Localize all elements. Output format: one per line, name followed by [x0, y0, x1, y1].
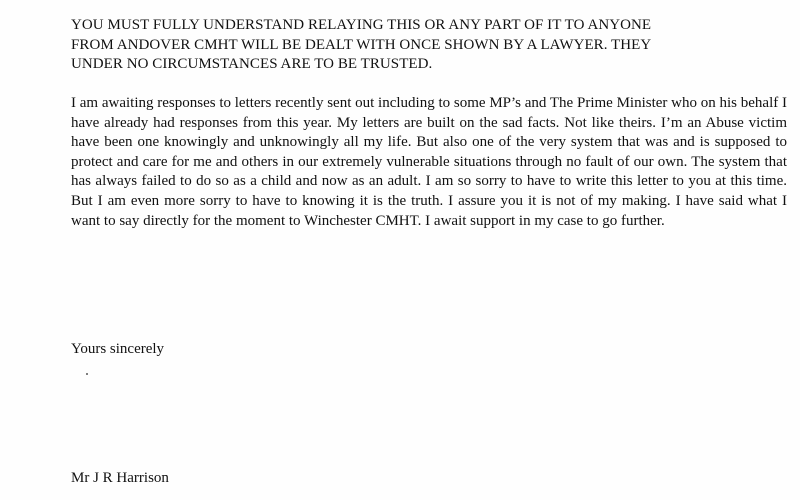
- warning-line: YOU MUST FULLY UNDERSTAND RELAYING THIS OR ANY PART OF IT TO ANYONE: [71, 17, 652, 33]
- closing-salutation: Yours sincerely: [71, 341, 165, 357]
- warning-paragraph: [71, 16, 771, 75]
- letter-body-paragraph: I am awaiting responses to letters recently sent out including to some MP’s and The Prime Minister who on his behalf I have already had responses from this year. My letters are built on the sad facts. Not like theirs. I’m an Abuse victim have been one knowingly and unknowingly all my life. But also one of the very system that was and is supposed to protect and care for me and others in our extremely vulnerable situations through no fault of our own. The system that has always failed to do so as a child and now as an adult. I am so sorry to have to write this letter to you at this time. But I am even more sorry to have to knowing it is the truth. I assure you it is not of my making. I have said what I want to say directly for the moment to Winchester CMHT. I await support in my case to go further.: [71, 95, 787, 229]
- warning-line: UNDER NO CIRCUMSTANCES ARE TO BE TRUSTED.: [71, 56, 433, 72]
- signature-ink-mark: [86, 373, 88, 375]
- warning-line: FROM ANDOVER CMHT WILL BE DEALT WITH ONCE SHOWN BY A LAWYER. THEY: [71, 36, 652, 53]
- signatory-name: Mr J R Harrison: [71, 470, 169, 486]
